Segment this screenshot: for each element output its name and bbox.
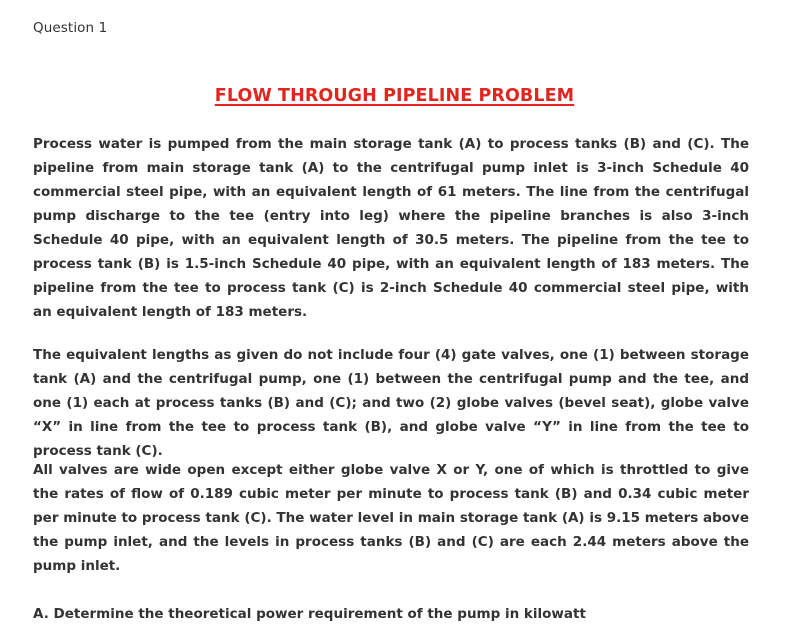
problem-paragraph-pipeline: Process water is pumped from the main storage tank (A) to process tanks (B) and (C). The pipeline from main storage tank (A) to the centrifugal pump inlet is 3-inch Schedule 40 commercial steel pipe, with an equivalent length of 61 meters. The line from the centrifugal pump discharge to the tee (entry into leg) where the pipeline branches is also 3-inch Schedule 40 pipe, with an equivalent length of 30.5 meters. The pipeline from the tee to process tank (B) is 1.5-inch Schedule 40 pipe, with an equivalent length of 183 meters. The pipeline from the tee to process tank (C) is 2-inch Schedule 40 commercial steel pipe, with an equivalent length of 183 meters. bbox=[33, 136, 749, 320]
problem-paragraph-flow-rates: All valves are wide open except either globe valve X or Y, one of which is throttled to give the rates of flow of 0.189 cubic meter per minute to process tank (B) and 0.34 cubic meter per minute to process tank (C). The water level in main storage tank (A) is 9.15 meters above the pump inlet, and the levels in process tanks (B) and (C) are each 2.44 meters above the pump inlet. bbox=[33, 462, 749, 574]
problem-title: FLOW THROUGH PIPELINE PROBLEM bbox=[214, 86, 575, 106]
question-label: Question 1 bbox=[33, 20, 108, 36]
sub-question-a: A. Determine the theoretical power requirement of the pump in kilowatt bbox=[33, 606, 586, 622]
problem-paragraph-valves: The equivalent lengths as given do not include four (4) gate valves, one (1) between storage tank (A) and the centrifugal pump, one (1) between the centrifugal pump and the tee, and one (1) each at process tanks (B) and (C); and two (2) globe valves (bevel seat), globe valve “X” in line from the tee to process tank (B), and globe valve “Y” in line from the tee to process tank (C). bbox=[33, 347, 749, 459]
